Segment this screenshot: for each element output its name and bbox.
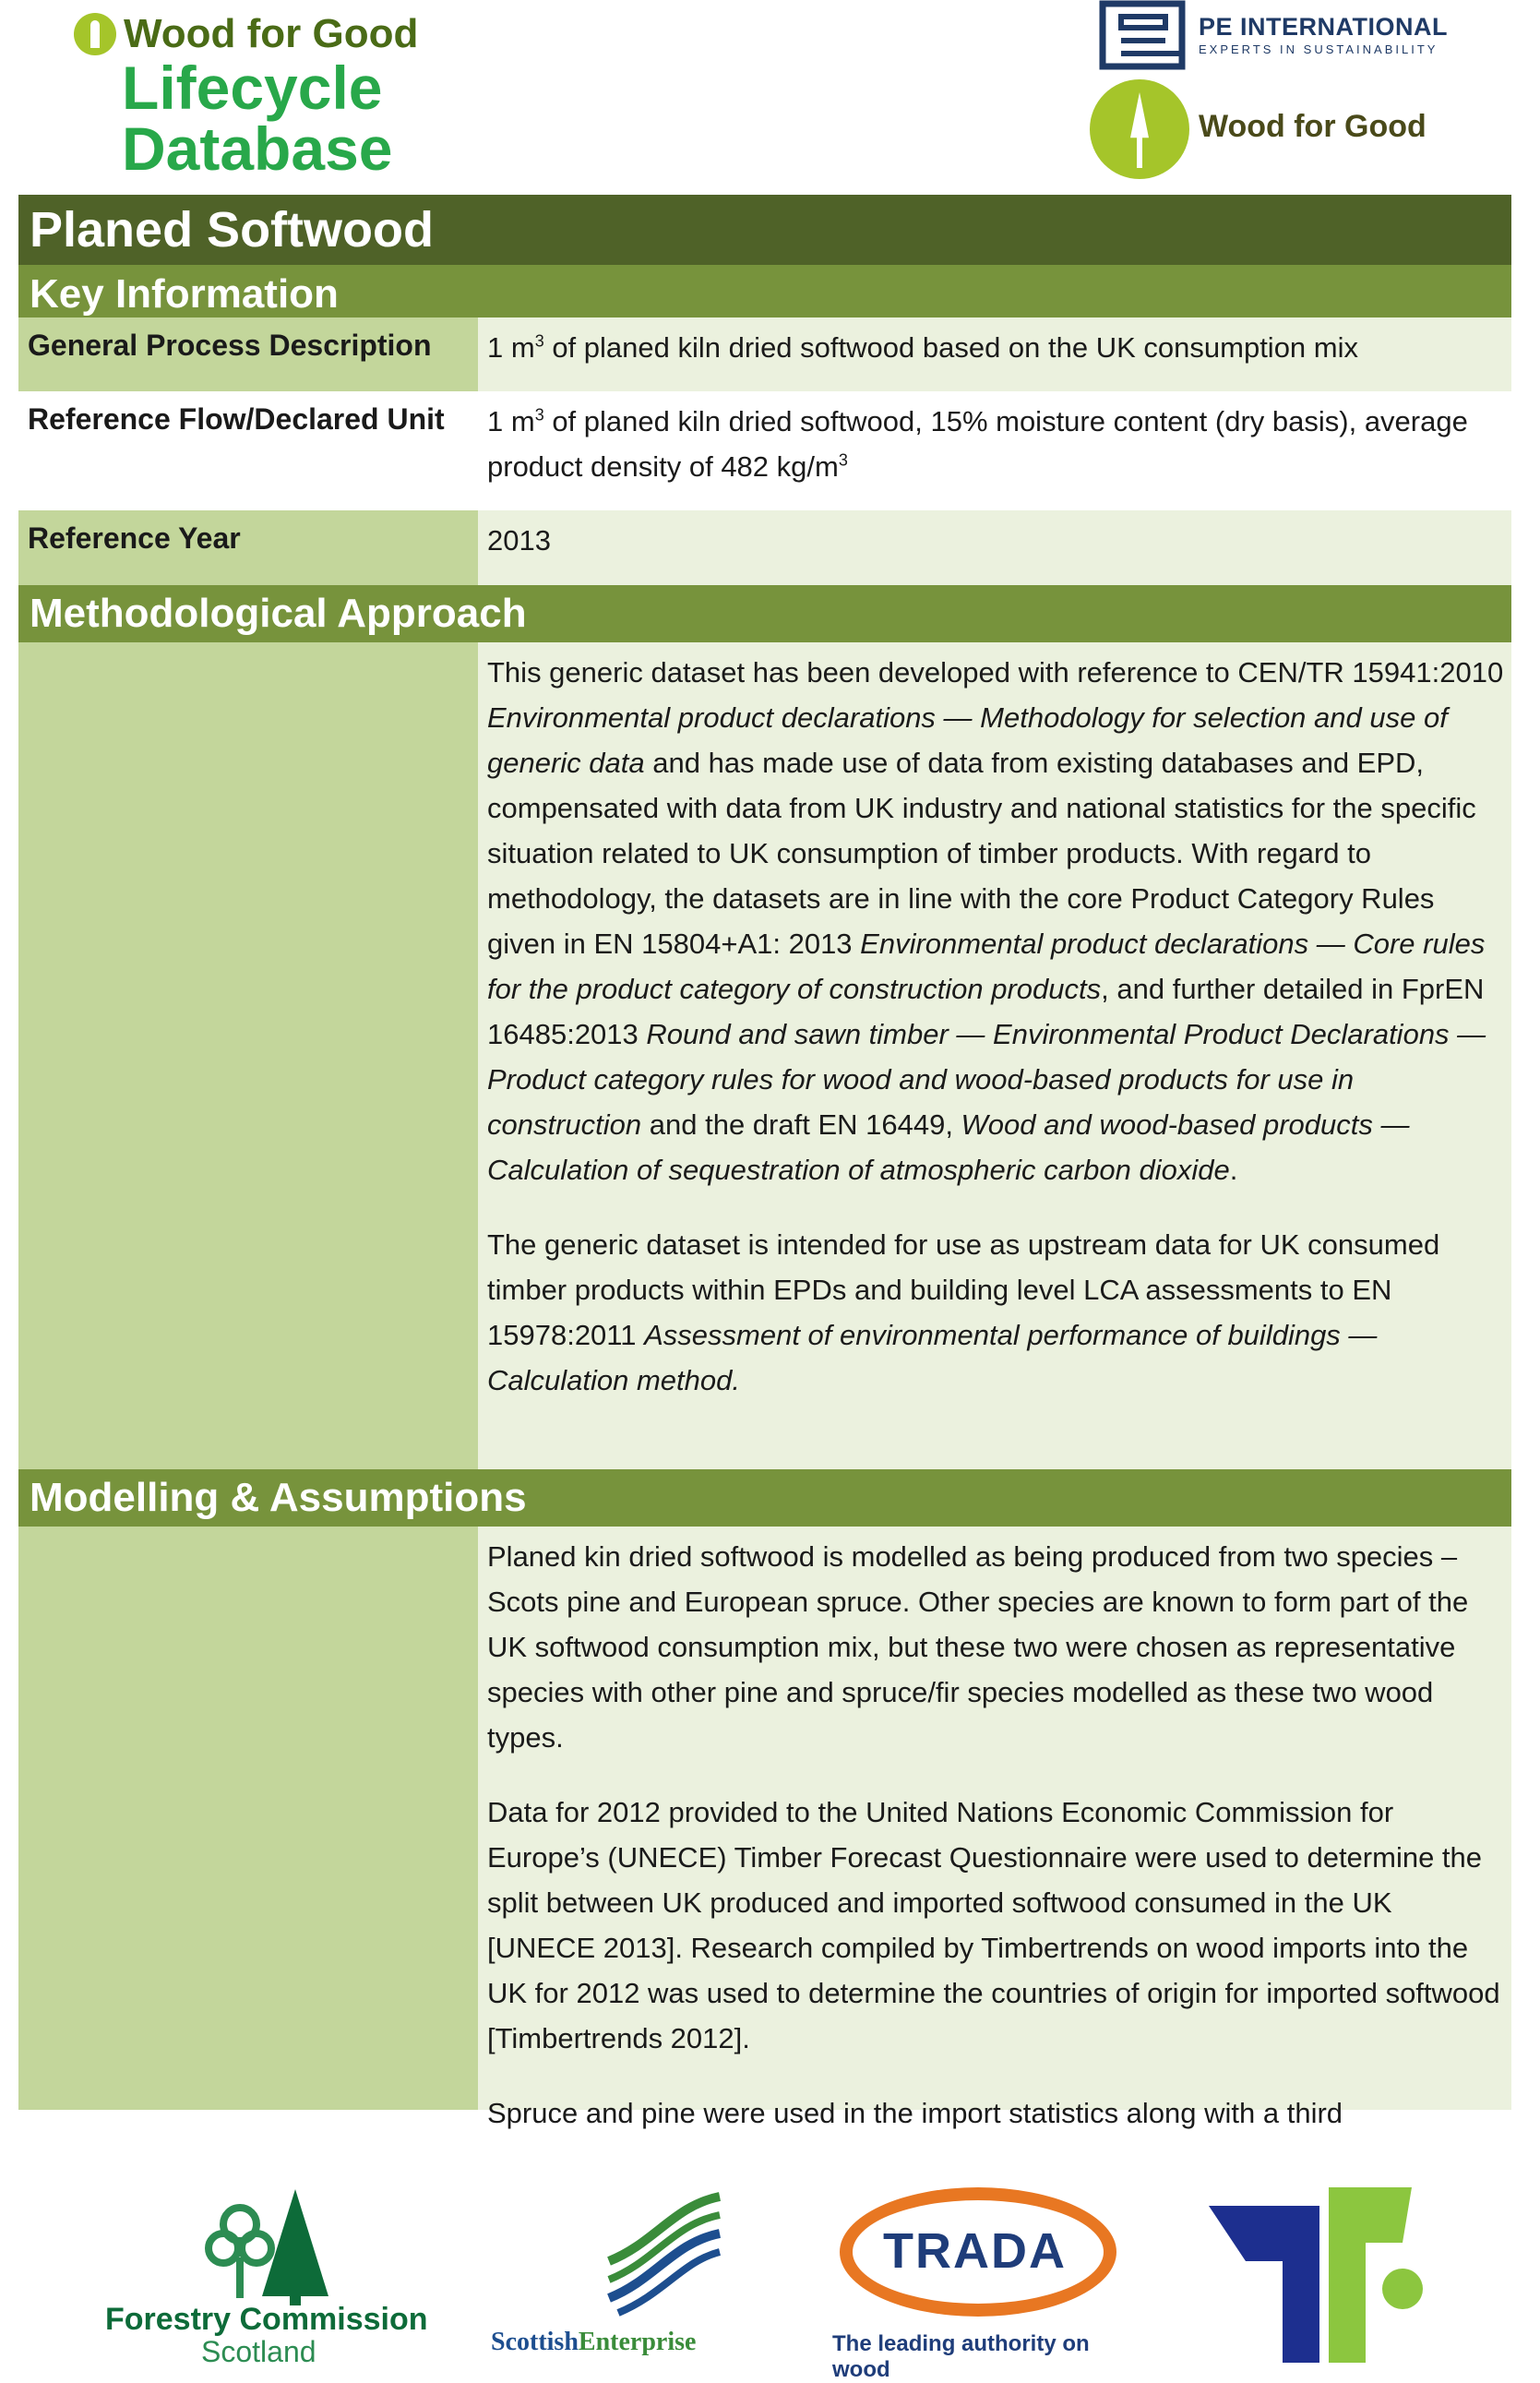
trees-icon — [203, 2187, 332, 2307]
wood-for-good-name: Wood for Good — [1199, 109, 1427, 144]
forestry-commission-logo — [101, 2187, 434, 2368]
pe-international-icon — [1099, 0, 1186, 70]
wood-for-good-tree-icon — [1090, 79, 1189, 179]
footer-logos — [0, 2178, 1540, 2382]
modelling-paragraph-2: Data for 2012 provided to the United Nations Economic Commission for Europe’s (UNECE) Timber Forecast Questionnaire were used to determine the split between UK produced and imported softwood consumed in the UK [UNECE 2013]. Research compiled by Timbertrends on wood imports into the UK for 2012 was used to determine the countries of origin for imported softwood [Timbertrends 2012]. — [487, 1796, 1500, 2054]
row-general-process — [18, 317, 1511, 391]
trada-name: TRADA — [883, 2223, 1067, 2279]
brand-line2: Database — [122, 114, 393, 183]
brand-line1: Lifecycle — [122, 54, 383, 122]
reference-flow-label: Reference Flow/Declared Unit — [28, 402, 445, 436]
general-process-value: 1 $m^3$ of planed kiln dried softwood based on the UK consumption mix — [478, 317, 1511, 391]
methodology-text — [478, 642, 1511, 1469]
brand-top-text: Wood for Good — [124, 11, 419, 56]
row-modelling — [18, 1527, 1511, 2129]
pe-international-name: PE INTERNATIONAL — [1199, 13, 1448, 41]
modelling-paragraph-1: Planed kin dried softwood is modelled as being produced from two species – Scots pine and European spruce. Other species are known to form part of the UK softwood consumption mix, but these two were chosen as representative species with other pine and spruce/fir species modelled as these two wood types. — [487, 1540, 1469, 1754]
forestry-commission-region: Scotland — [201, 2335, 316, 2368]
methodology-label-fill — [18, 642, 478, 1469]
trada-tagline: The leading authority on wood — [832, 2331, 1090, 2382]
row-reference-year — [18, 510, 1511, 585]
trada-logo — [832, 2187, 1137, 2382]
methodology-paragraph-2: The generic dataset is intended for use as upstream data for UK consumed timber products within EPDs and building level LCA assessments to EN 15978:2011 Assessment of environmental performance of buildings — Calculation method. — [487, 1228, 1440, 1396]
section-methodological-approach: Methodological Approach — [18, 585, 1511, 642]
row-methodology — [18, 642, 1511, 1469]
tree-leaf-icon — [74, 13, 116, 55]
pe-international-tagline: EXPERTS IN SUSTAINABILITY — [1199, 42, 1439, 56]
methodology-paragraph-1: This generic dataset has been developed with reference to CEN/TR 15941:2010 Environmental product declarations — Methodology for selection and use of generic data and has made use of data from existing databases and EPD, compensated with data from UK industry and national statistics for the specific situation related to UK consumption of timber products. With regard to methodology, the datasets are in line with the core Product Category Rules given in EN 15804+A1: 2013 Environmental product declarations — Core rules for the product category of construction products, and further detailed in FprEN 16485:2013 Round and sawn timber — Environmental Product Declarations — Product category rules for wood and wood-based products for use in construction and the draft EN 16449, Wood and wood-based products — Calculation of sequestration of atmospheric carbon dioxide. — [487, 656, 1504, 1186]
wood-for-good-lifecycle-logo — [74, 11, 419, 183]
section-key-information: Key Information — [18, 265, 1511, 317]
scottish-enterprise-logo — [489, 2187, 747, 2363]
scottish-enterprise-name: ScottishEnterprise — [491, 2328, 697, 2356]
waves-icon — [600, 2187, 729, 2317]
dataset-sheet — [18, 195, 1511, 2129]
general-process-label: General Process Description — [18, 317, 478, 391]
modelling-label-fill — [18, 1527, 478, 2110]
row-reference-flow — [18, 391, 1511, 510]
section-modelling-assumptions: Modelling & Assumptions — [18, 1469, 1511, 1527]
reference-flow-value: 1 $m^3$ of planed kiln dried softwood, 15% moisture content (dry basis), average product density of 482 $kg/m^3$ — [487, 405, 1468, 483]
partner-logos — [1090, 0, 1459, 185]
timber-federation-icon — [1209, 2187, 1430, 2363]
page-title: Planed Softwood — [18, 195, 1511, 265]
reference-year-value: 2013 — [478, 510, 1511, 585]
modelling-paragraph-3: Spruce and pine were used in the import statistics along with a third — [487, 2097, 1343, 2129]
modelling-text — [478, 1527, 1511, 2129]
reference-year-label: Reference Year — [18, 510, 478, 585]
forestry-commission-name: Forestry Commission — [105, 2302, 428, 2337]
